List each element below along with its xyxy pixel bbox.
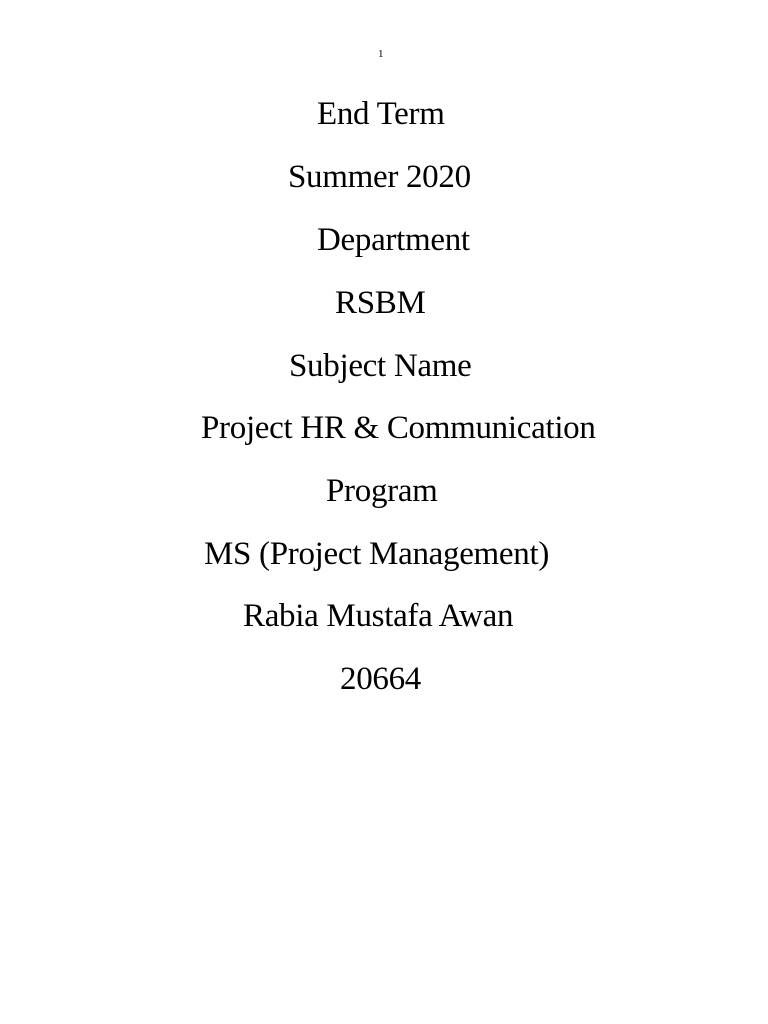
subject-value: Project HR & Communication xyxy=(201,410,596,446)
program-label: Program xyxy=(326,473,438,509)
program-value: MS (Project Management) xyxy=(204,536,550,572)
student-id: 20664 xyxy=(340,661,422,697)
page-number: 1 xyxy=(378,48,384,60)
department-label: Department xyxy=(317,222,470,258)
student-name: Rabia Mustafa Awan xyxy=(243,598,514,634)
exam-term: End Term xyxy=(317,96,445,132)
session: Summer 2020 xyxy=(288,159,471,195)
subject-label: Subject Name xyxy=(289,348,472,384)
department-value: RSBM xyxy=(335,285,426,321)
